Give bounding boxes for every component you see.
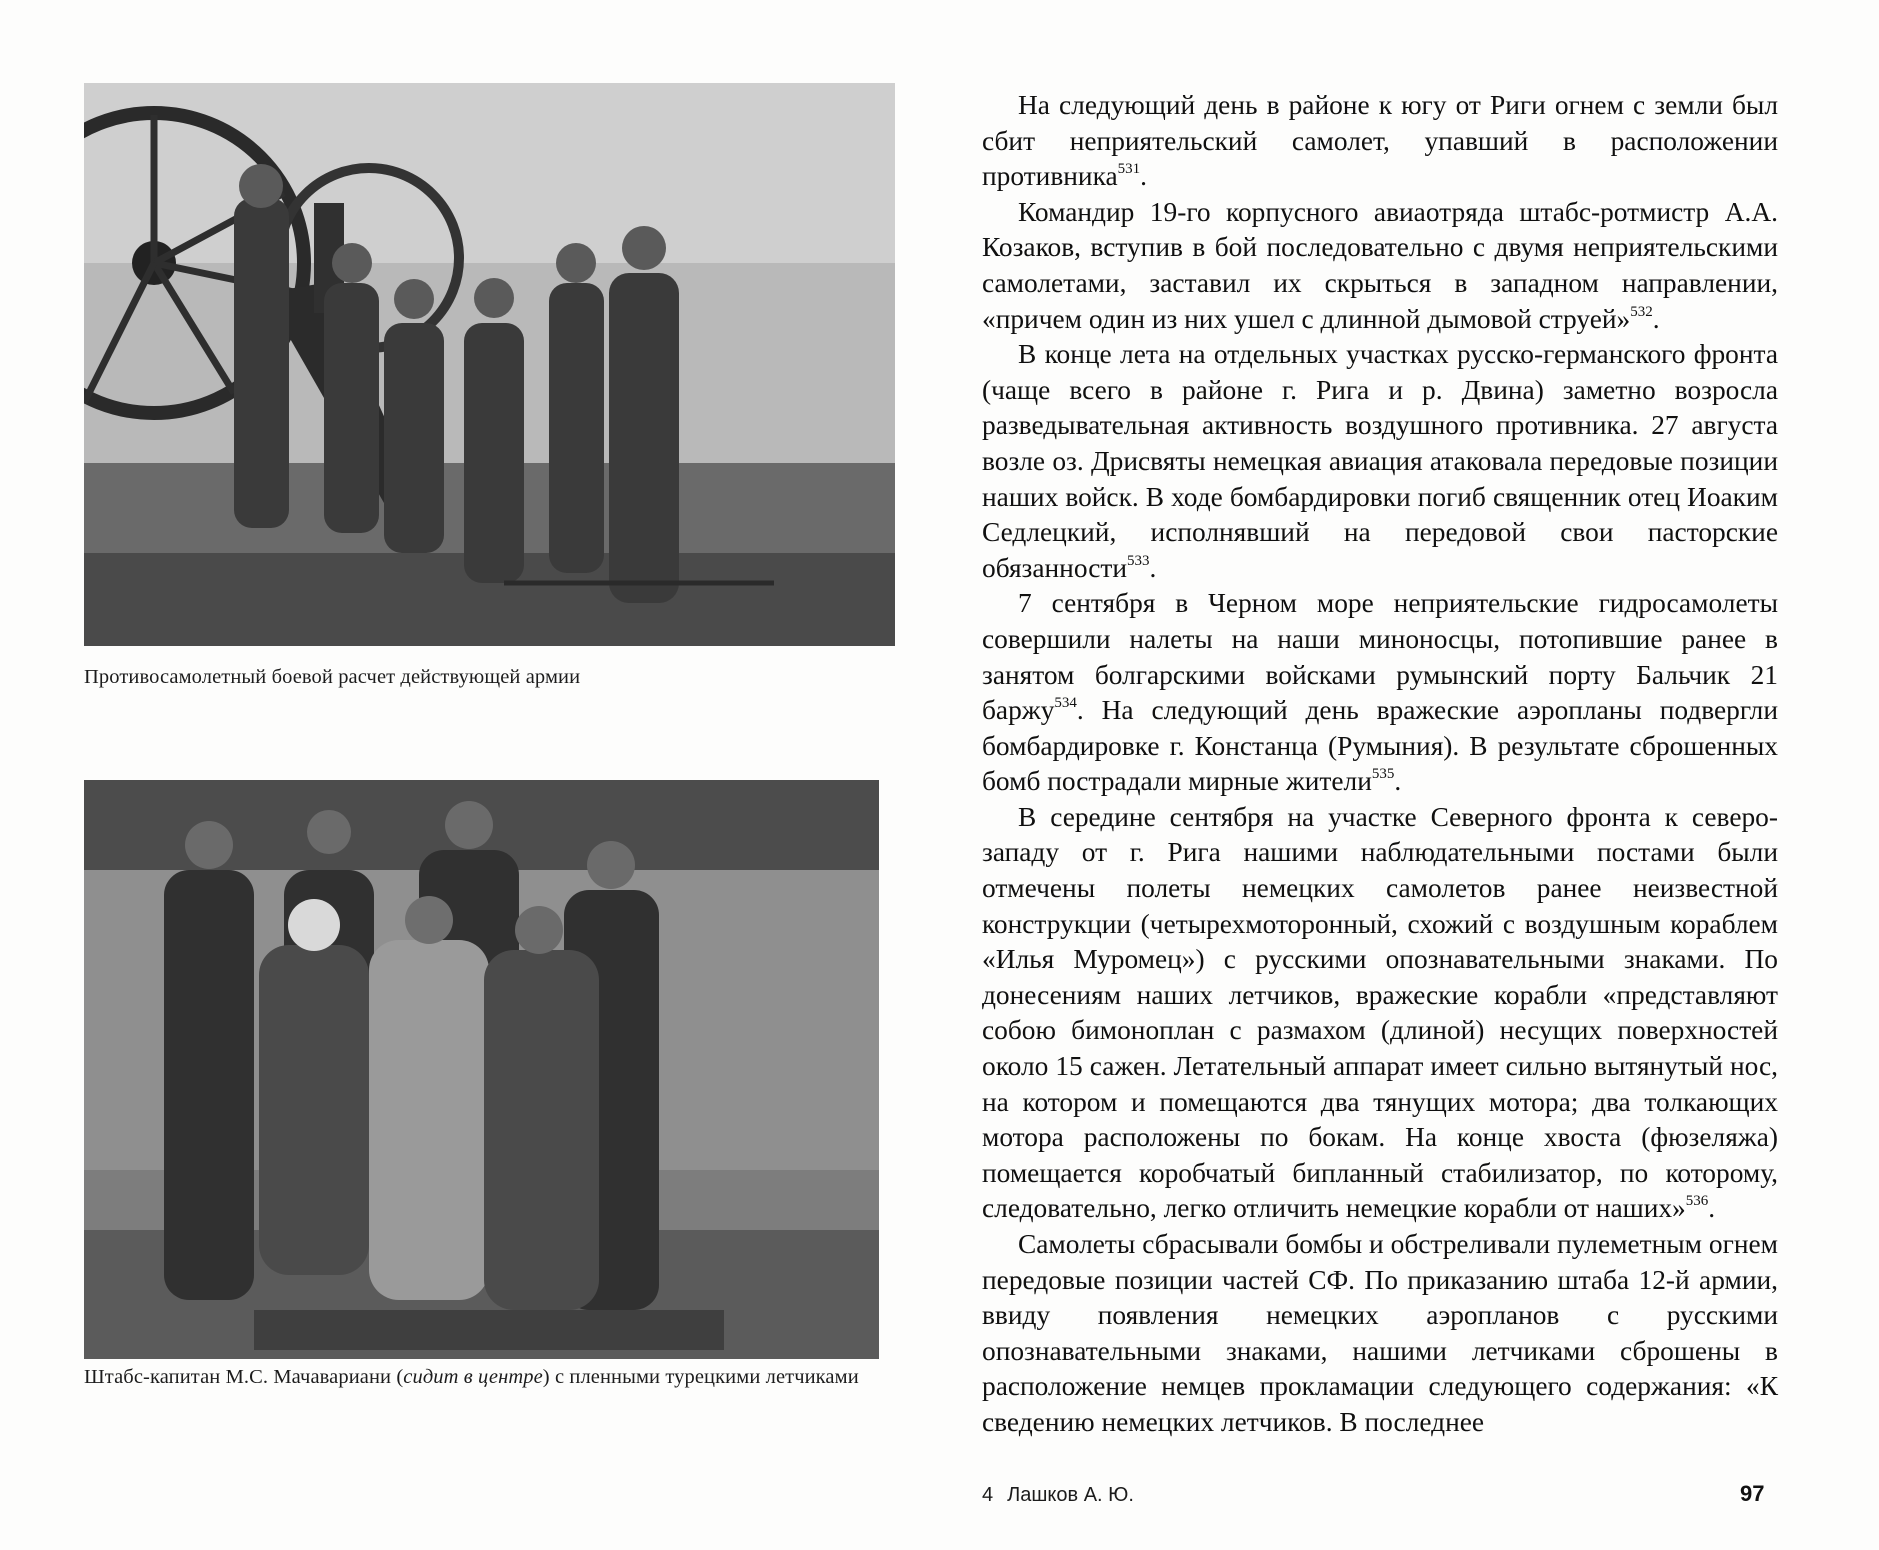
paragraph-1 <box>982 88 1778 195</box>
paragraph-2-text: Командир 19-го корпусного авиаотряда штабс-ротмистр А.А. Козаков, вступив в бой последовательно с двумя неприятельскими самолетами, заставил их скрыться в западном направлении, «причем один из них ушел с длинной дымовой струей» <box>982 196 1778 334</box>
paragraph-1-text: На следующий день в районе к югу от Риги огнем с земли был сбит неприятельский самолет, упавший в расположении противника <box>982 90 1778 192</box>
paragraph-4-text-a: 7 сентября в Черном море неприятельские гидросамолеты совершили налеты на наши миноносцы, потопившие ранее в занятом болгарскими войсками румынский порту Бальчик 21 баржу <box>982 588 1778 726</box>
photo2-caption-italic: сидит в центре <box>403 1366 543 1388</box>
paragraph-4-end: . <box>1394 766 1402 797</box>
signature-number: 4 <box>982 1484 994 1506</box>
photo1-caption: Противосамолетный боевой расчет действующей армии <box>84 666 581 688</box>
footnote-ref-536: 536 <box>1685 1193 1709 1210</box>
paragraph-5-text: В середине сентября на участке Северного фронта к северо-западу от г. Рига нашими наблюдательными постами были отмечены полеты немецких самолетов ранее неизвестной конструкции (четырехмоторонный, схожий с воздушным кораблем «Илья Муромец») с русскими опознавательными знаками. По донесениям наших летчиков, вражеские корабли «представляют собою бимоноплан с размахом (длиной) несущих поверхностей около 15 сажен. Летательный аппарат имеет сильно вытянутый нос, на котором и помещаются два тянущих мотора; два толкающих мотора расположены по бокам. На конце хвоста (фюзеляжа) помещается коробчатый бипланный стабилизатор, по которому, следовательно, легко отличить немецкие корабли от наших» <box>982 801 1778 1224</box>
paragraph-2-end: . <box>1652 303 1660 334</box>
footnote-ref-532: 532 <box>1630 303 1653 320</box>
paragraph-5 <box>982 800 1778 1227</box>
paragraph-2 <box>982 195 1778 337</box>
footnote-ref-534: 534 <box>1054 695 1077 712</box>
photo2-caption-post: ) с пленными турецкими летчиками <box>542 1366 859 1388</box>
paragraph-1-end: . <box>1140 161 1147 192</box>
paragraph-5-end: . <box>1708 1193 1716 1224</box>
body-text-column <box>982 88 1778 1441</box>
running-footer <box>982 1484 1134 1507</box>
paragraph-6: Самолеты сбрасывали бомбы и обстреливали пулеметным огнем передовые позиции частей СФ. По приказанию штаба 12-й армии, ввиду появления немецких аэропланов с русскими опознавательными знаками, нашими летчиками сброшены в расположение немцев прокламации следующего содержания: «К сведению немецких летчиков. В последнее <box>982 1229 1778 1437</box>
paragraph-4 <box>982 586 1778 800</box>
photo-officers-with-pilots-drawing <box>84 780 879 1359</box>
paragraph-3-end: . <box>1149 552 1157 583</box>
photo-anti-aircraft-crew-drawing <box>84 83 895 646</box>
footnote-ref-533: 533 <box>1127 552 1150 569</box>
photo-officers-with-pilots <box>84 780 879 1359</box>
paragraph-4-text-b: . На следующий день вражеские аэропланы подвергли бомбардировке г. Констанца (Румыния). В результате сброшенных бомб пострадали мирные жители <box>982 695 1778 797</box>
paragraph-3 <box>982 337 1778 586</box>
photo-anti-aircraft-crew <box>84 83 895 646</box>
photo2-caption <box>84 1364 884 1391</box>
paragraph-3-text: В конце лета на отдельных участках русско-германского фронта (чаще всего в районе г. Рига и р. Двина) заметно возросла разведывательная активность воздушного противника. 27 августа возле оз. Дрисвяты немецкая авиация атаковала передовые позиции наших войск. В ходе бомбардировки погиб священник отец Иоаким Седлецкий, исполнявший на передовой свои пасторские обязанности <box>982 339 1778 583</box>
author-name: Лашков А. Ю. <box>1007 1484 1134 1506</box>
footnote-ref-535: 535 <box>1371 766 1395 783</box>
photo2-caption-pre: Штабс-капитан М.С. Мачавариани ( <box>84 1366 404 1388</box>
page-number: 97 <box>1740 1481 1765 1506</box>
footnote-ref-531: 531 <box>1117 161 1141 178</box>
